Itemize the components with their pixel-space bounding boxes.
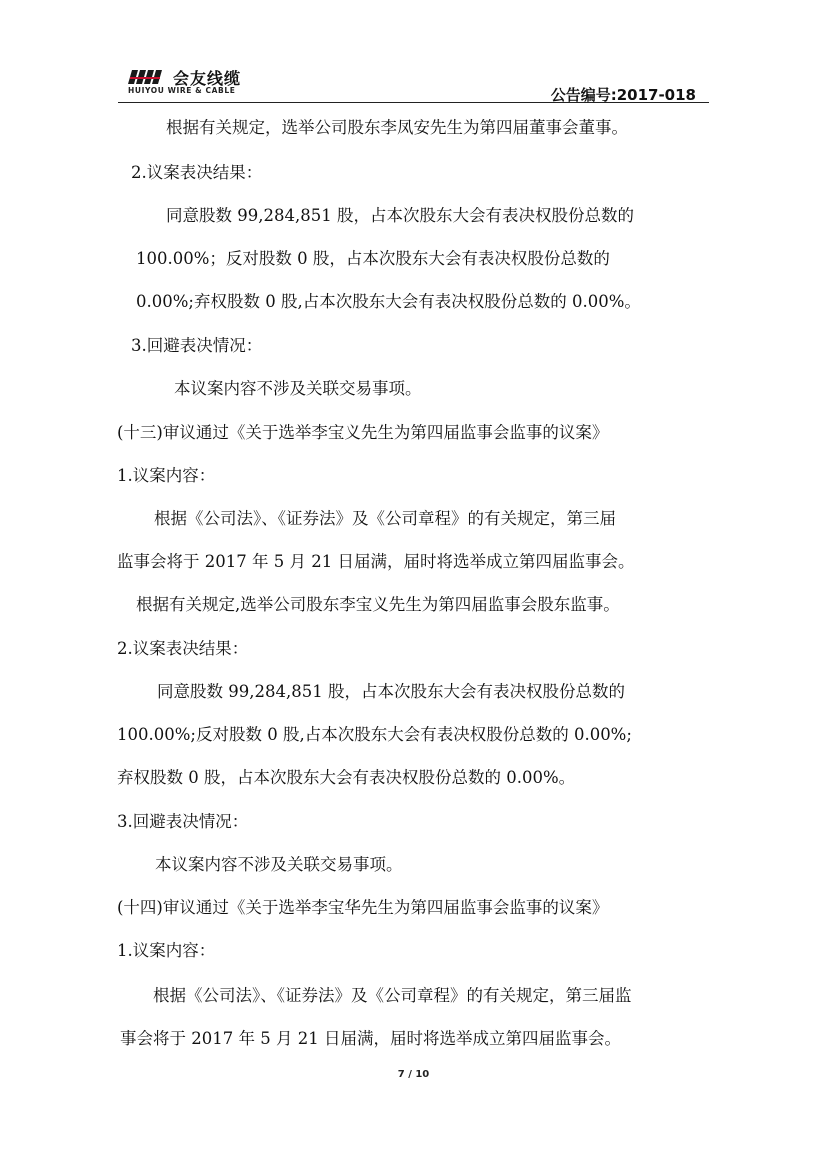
body-line: 根据有关规定,选举公司股东李宝义先生为第四届监事会股东监事。	[136, 595, 620, 614]
body-line: 本议案内容不涉及关联交易事项。	[174, 379, 422, 398]
body-line: 0.00%;弃权股数 0 股,占本次股东大会有表决权股份总数的 0.00%。	[136, 292, 641, 311]
body-line: 2.议案表决结果：	[117, 639, 249, 658]
body-line: 事会将于 2017 年 5 月 21 日届满，届时将选举成立第四届监事会。	[120, 1029, 621, 1048]
body-line: 3.回避表决情况：	[131, 336, 263, 355]
logo-name: 会友线缆	[173, 69, 242, 88]
body-line: 弃权股数 0 股，占本次股东大会有表决权股份总数的 0.00%。	[117, 768, 576, 787]
header-divider	[118, 102, 709, 103]
body-line: 本议案内容不涉及关联交易事项。	[155, 855, 403, 874]
body-line: 根据《公司法》、《证券法》及《公司章程》的有关规定，第三届监	[153, 986, 632, 1005]
body-line: 2.议案表决结果：	[131, 163, 263, 182]
body-line: 3.回避表决情况：	[117, 812, 249, 831]
body-line: 1.议案内容：	[117, 941, 216, 960]
company-logo	[128, 66, 278, 100]
logo-subtitle: HUIYOU WIRE & CABLE	[128, 86, 236, 95]
announcement-number: 公告编号:2017-018	[550, 86, 696, 104]
section-heading: (十三)审议通过《关于选举李宝义先生为第四届监事会监事的议案》	[117, 423, 609, 442]
section-heading: (十四)审议通过《关于选举李宝华先生为第四届监事会监事的议案》	[117, 898, 609, 917]
page-number: 7 / 10	[397, 1069, 430, 1080]
huiyou-logo-icon	[128, 68, 166, 86]
body-line: 100.00%;反对股数 0 股,占本次股东大会有表决权股份总数的 0.00%;	[117, 725, 632, 744]
body-line: 同意股数 99,284,851 股，占本次股东大会有表决权股份总数的	[166, 206, 634, 225]
body-line: 1.议案内容：	[117, 466, 216, 485]
body-line: 100.00%；反对股数 0 股，占本次股东大会有表决权股份总数的	[136, 249, 610, 268]
body-line: 根据有关规定，选举公司股东李凤安先生为第四届董事会董事。	[166, 118, 628, 137]
body-line: 监事会将于 2017 年 5 月 21 日届满，届时将选举成立第四届监事会。	[117, 552, 635, 571]
body-line: 同意股数 99,284,851 股，占本次股东大会有表决权股份总数的	[157, 682, 625, 701]
body-line: 根据《公司法》、《证券法》及《公司章程》的有关规定，第三届	[154, 509, 616, 528]
